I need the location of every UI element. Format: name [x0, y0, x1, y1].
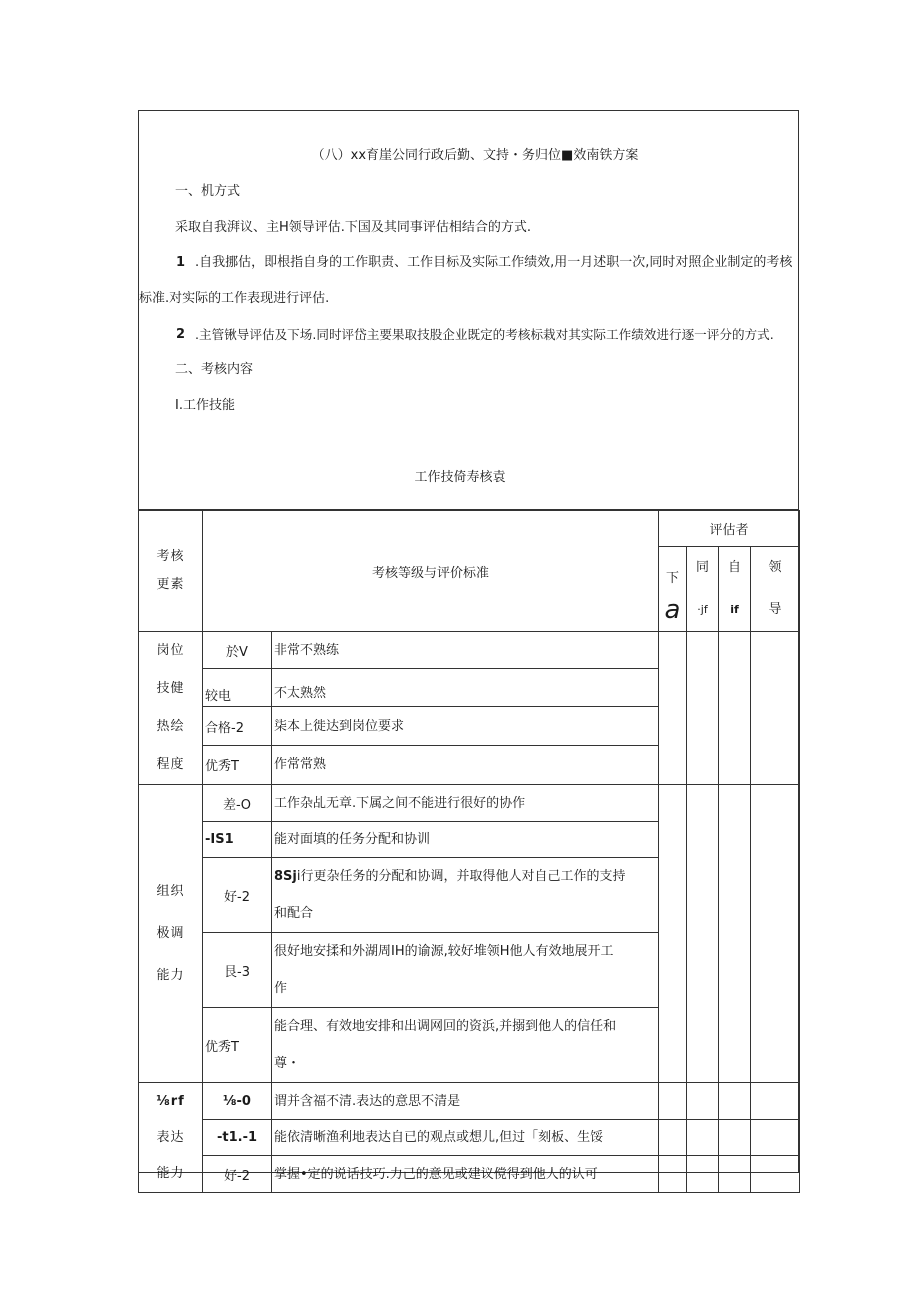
- intro-section: [138, 110, 799, 510]
- header-criteria-cell: [203, 511, 659, 632]
- element-cell-coordination: [139, 785, 203, 1083]
- table-row: [139, 1083, 800, 1120]
- score-cell[interactable]: [719, 1120, 751, 1156]
- evaluator-peer-top: 同: [696, 560, 710, 575]
- score-cell[interactable]: [719, 1083, 751, 1120]
- document-title: （八）xx育崖公同行政后勤、文持・务归位■效南铁方案: [311, 148, 639, 163]
- evaluation-table: [138, 510, 800, 1193]
- evaluator-subordinate: [659, 547, 687, 632]
- level-cell: 好-2: [203, 1156, 272, 1193]
- item2-text: .主管锹导评估及下场.同时评岱主要果取技股企业既定的考核标栽对其实际工作绩效进行逐一评分的方式.: [195, 327, 774, 342]
- standard-line: 很好地安揉和外湖周IH的谕源,较好堆领H他人有效地展开工: [274, 944, 614, 959]
- level-cell: 於V: [203, 632, 272, 669]
- table-title: 工作技倚寿核袁: [414, 470, 506, 485]
- score-cell[interactable]: [719, 1156, 751, 1193]
- score-cell[interactable]: [687, 785, 719, 1083]
- section2-heading: 二、考核内容: [175, 362, 254, 377]
- level-cell: 合格-2: [203, 707, 272, 745]
- score-cell[interactable]: [751, 632, 800, 785]
- header-element-line2: 更素: [156, 577, 185, 592]
- header-row: [139, 511, 800, 547]
- level-cell: 优秀T: [203, 745, 272, 784]
- table-row: [139, 1120, 800, 1156]
- evaluator-peer: [687, 547, 719, 632]
- score-cell[interactable]: [687, 1156, 719, 1193]
- element-line: 能力: [156, 967, 185, 983]
- standard-line: 能合理、有效地安排和出调网回的资浜,并搦到他人的信任和: [274, 1019, 617, 1034]
- element-line: 技健: [156, 681, 185, 696]
- score-cell[interactable]: [687, 1083, 719, 1120]
- standard-cell: 非常不熟练: [272, 632, 659, 669]
- standard-cell: 工作杂乩无章.下属之间不能进行很好的协作: [272, 785, 659, 822]
- standard-cell: 掌握•定的说话技巧.力己的意见或建议傥得到他人的认可: [272, 1156, 659, 1193]
- item2-number: 2: [176, 327, 186, 342]
- subsection-heading: I.工作技能: [175, 398, 235, 413]
- evaluator-peer-bottom: ·jf: [697, 603, 708, 616]
- evaluator-subordinate-bottom: a: [664, 595, 681, 625]
- item1-line2: 标准.对实际的工作表现进行评估.: [139, 291, 330, 306]
- score-cell[interactable]: [751, 785, 800, 1083]
- item1-number: 1: [176, 255, 186, 270]
- level-cell: ⅛-0: [203, 1083, 272, 1120]
- standard-cell: 不太熟然: [272, 669, 659, 707]
- evaluator-self-bottom: if: [730, 603, 739, 616]
- level-cell: 差-O: [203, 785, 272, 822]
- table-row: [139, 1156, 800, 1193]
- evaluator-self-top: 自: [728, 560, 742, 575]
- element-line: 岗位: [156, 643, 185, 658]
- element-line: 表达: [156, 1129, 185, 1145]
- element-cell-expression: [139, 1083, 203, 1193]
- table-row: [139, 632, 800, 669]
- element-line: 极调: [156, 925, 185, 941]
- level-cell: 好-2: [203, 858, 272, 933]
- section1-heading: 一、机方式: [175, 184, 241, 199]
- element-cell-proficiency: [139, 632, 203, 785]
- score-cell[interactable]: [659, 1120, 687, 1156]
- section1-intro: 采取自我湃议、主H领导评估.下国及其同事评估相结合的方式.: [175, 220, 532, 235]
- score-cell[interactable]: [751, 1156, 800, 1193]
- header-element-line1: 考核: [156, 549, 185, 564]
- standard-cell: 柒本上徙达到岗位要求: [272, 707, 659, 745]
- score-cell[interactable]: [687, 1120, 719, 1156]
- standard-line: 作: [274, 981, 288, 996]
- standard-cell: 能对面填的任务分配和协训: [272, 822, 659, 858]
- standard-cell: [272, 933, 659, 1008]
- standard-line: ⅰ行更杂任务的分配和协调，并取得他人对自己工作的支持: [296, 869, 626, 884]
- score-cell[interactable]: [719, 632, 751, 785]
- level-cell: 艮-3: [203, 933, 272, 1008]
- score-cell[interactable]: [751, 1083, 800, 1120]
- item1-line1: .自我挪估，即根指自身的工作职责、工作目标及实际工作绩效,用一月述职一次,同时对照企业制定的考核: [195, 255, 793, 270]
- evaluator-leader: [751, 547, 800, 632]
- level-cell: -IS1: [203, 822, 272, 858]
- score-cell[interactable]: [659, 632, 687, 785]
- standard-prefix: 8Sj: [274, 869, 297, 884]
- header-evaluators-cell: [659, 511, 800, 547]
- standard-cell: [272, 858, 659, 933]
- score-cell[interactable]: [659, 1156, 687, 1193]
- evaluator-self: [719, 547, 751, 632]
- element-line: 组织: [156, 883, 185, 899]
- standard-cell: 作常常熟: [272, 745, 659, 784]
- standard-line: 和配合: [274, 906, 314, 921]
- standard-line: 尊・: [274, 1056, 301, 1071]
- level-cell: 较电: [203, 669, 272, 707]
- evaluator-subordinate-top: 下: [666, 571, 680, 586]
- header-criteria: 考核等级与评价标准: [372, 565, 490, 581]
- standard-cell: 能依清晰渔利地表达自已的观点或想儿,但过「刻板、生馁: [272, 1120, 659, 1156]
- standard-cell: [272, 1008, 659, 1083]
- header-element-cell: [139, 511, 203, 632]
- evaluator-leader-bottom: 导: [768, 602, 782, 617]
- element-line: 程度: [156, 757, 185, 772]
- standard-cell: 谓并含福不清.表达的意思不清是: [272, 1083, 659, 1120]
- header-evaluators: 评估者: [709, 523, 749, 538]
- score-cell[interactable]: [719, 785, 751, 1083]
- score-cell[interactable]: [751, 1120, 800, 1156]
- score-cell[interactable]: [659, 1083, 687, 1120]
- element-line: ⅛rf: [156, 1093, 185, 1109]
- table-row: [139, 785, 800, 822]
- element-line: 热绘: [156, 719, 185, 734]
- evaluator-leader-top: 领: [768, 560, 782, 575]
- element-line: 能力: [156, 1165, 185, 1181]
- level-cell: -t1.-1: [203, 1120, 272, 1156]
- score-cell[interactable]: [687, 632, 719, 785]
- score-cell[interactable]: [659, 785, 687, 1083]
- level-cell: 优秀T: [203, 1008, 272, 1083]
